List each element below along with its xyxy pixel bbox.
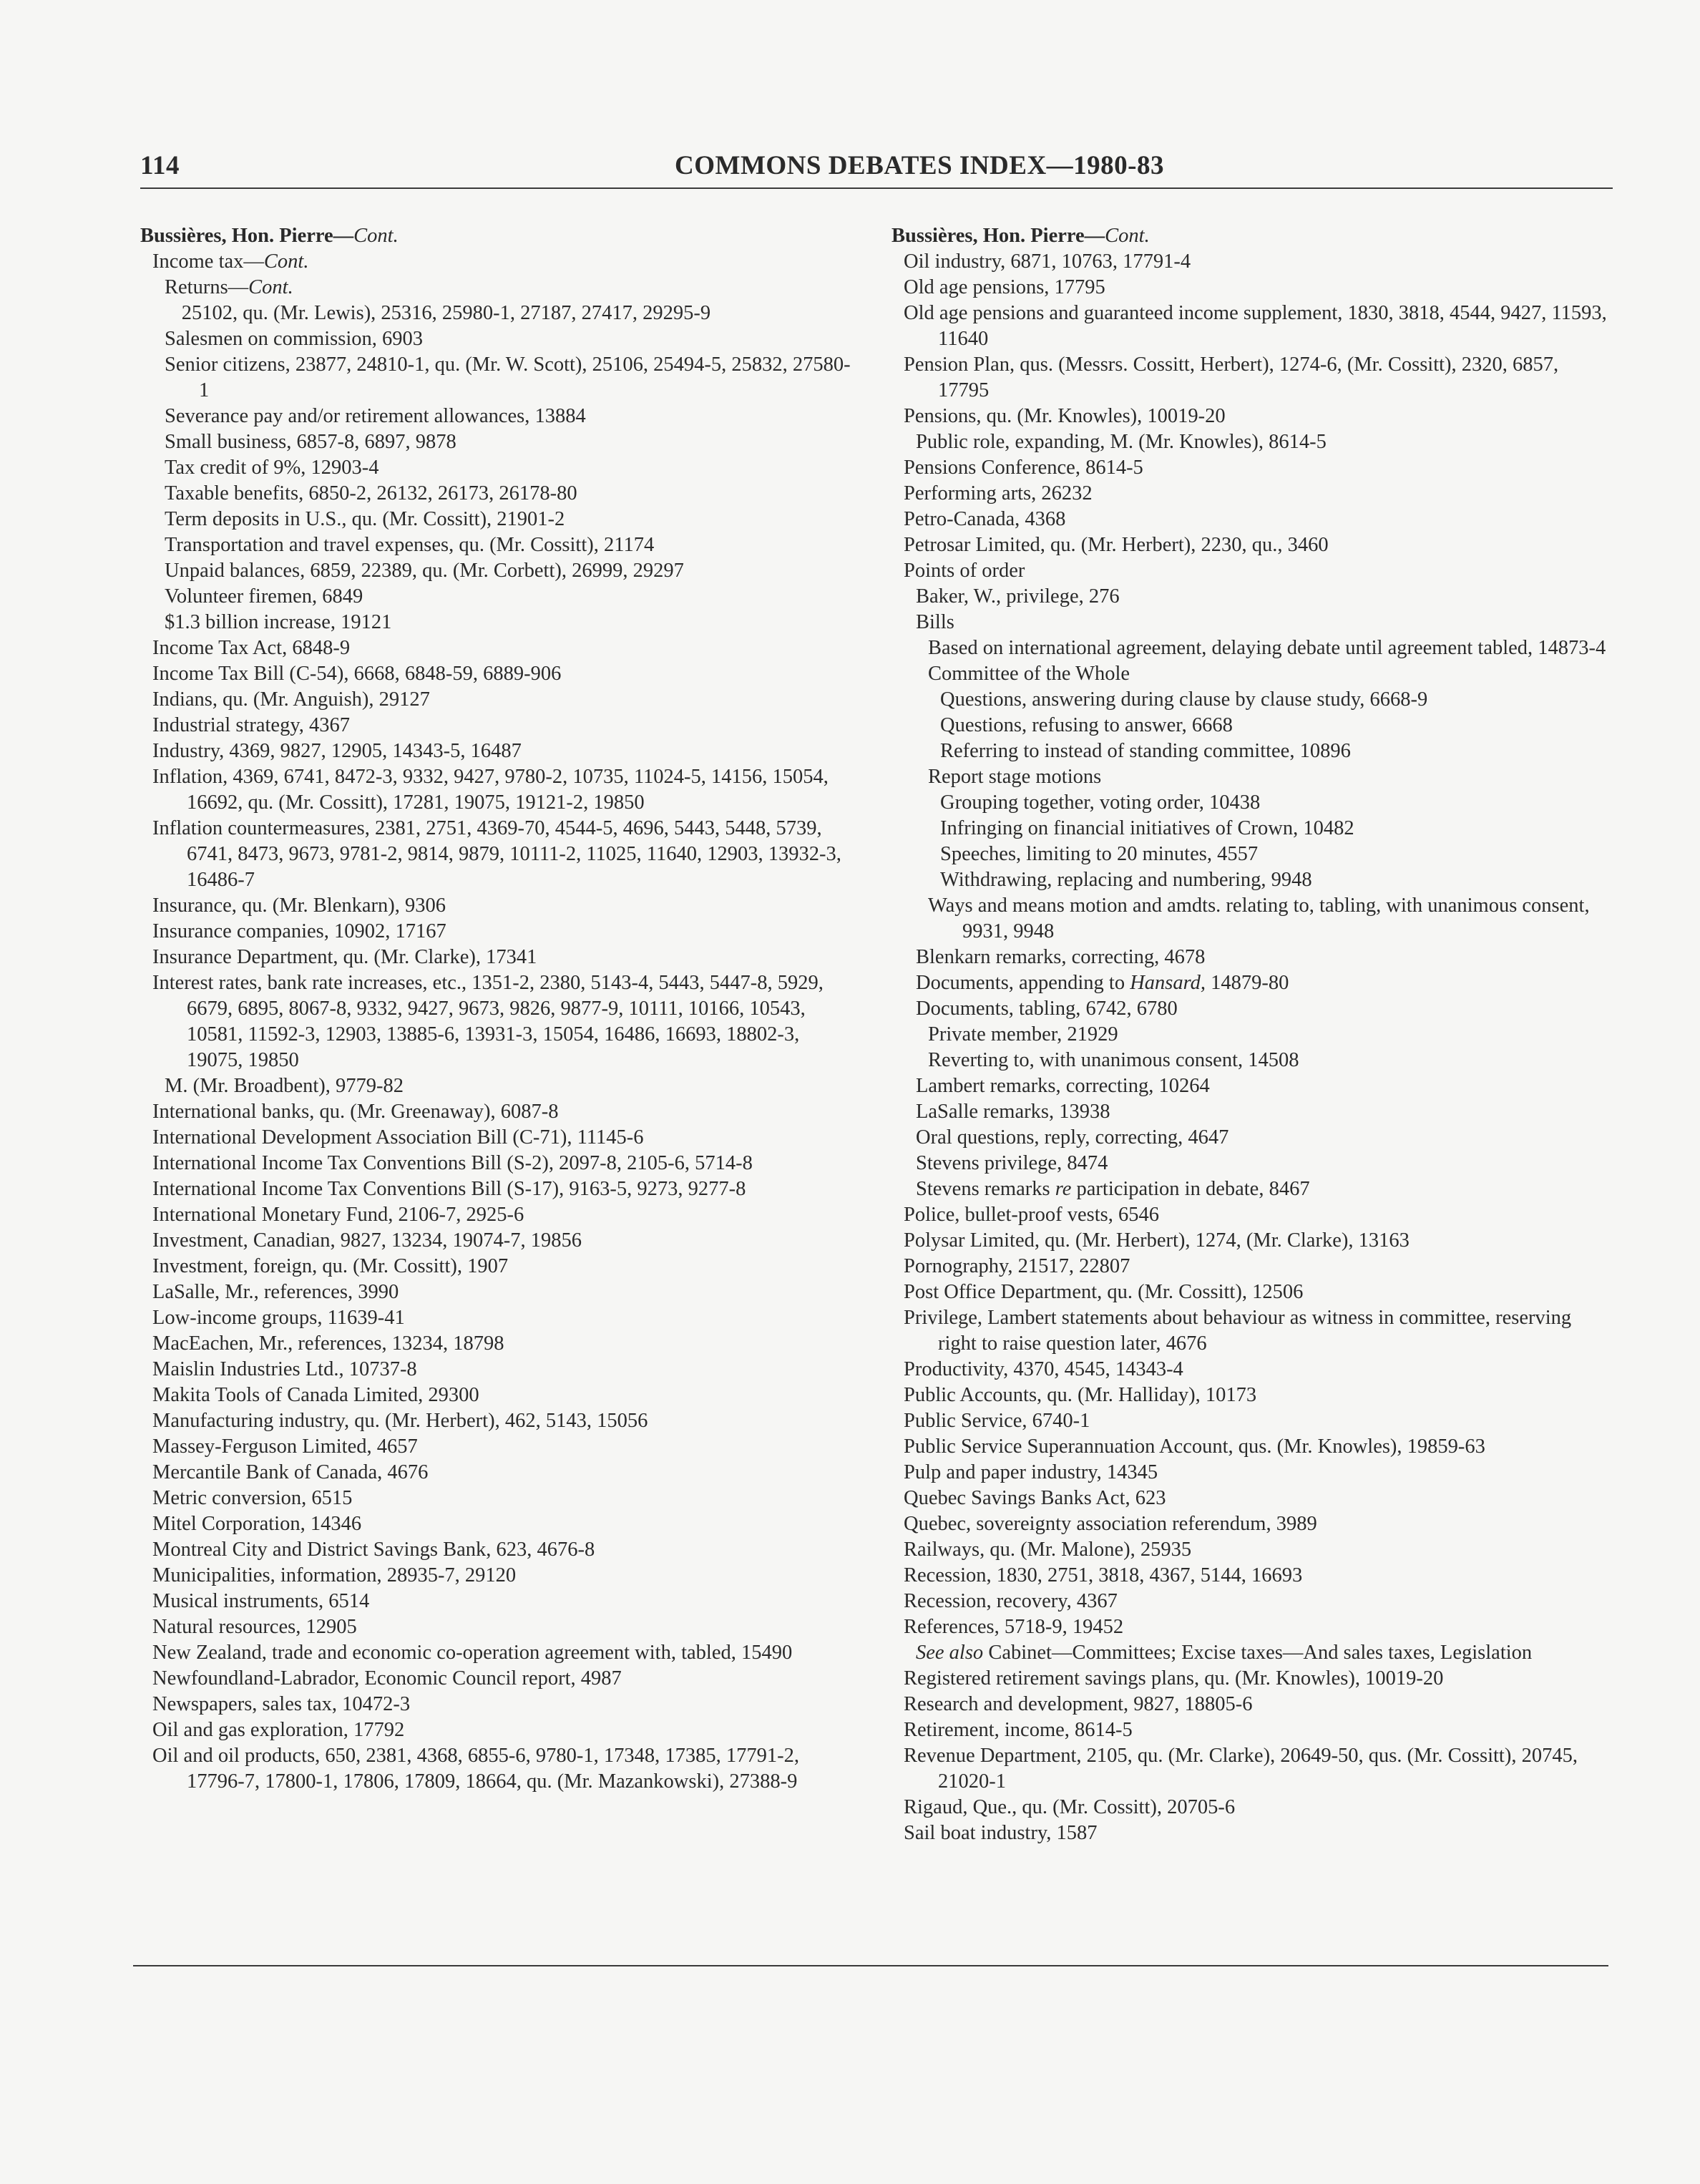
- entry-text: Points of order: [904, 560, 1025, 582]
- entry-text: M. (Mr. Broadbent), 9779-82: [165, 1075, 404, 1097]
- entry-text: Massey-Ferguson Limited, 4657: [152, 1435, 418, 1458]
- entry-text: Petro-Canada, 4368: [904, 508, 1066, 530]
- index-entry: [891, 352, 1614, 404]
- index-entry: [891, 1022, 1614, 1048]
- index-entry: [891, 1614, 1614, 1640]
- entry-text: Bills: [916, 611, 954, 633]
- entry-text: Stevens remarks: [916, 1178, 1055, 1200]
- entry-text: Pension Plan, qus. (Messrs. Cossitt, Herbert), 1274-6, (Mr. Cossitt), 2320, 6857, 17795: [904, 354, 1559, 401]
- entry-text: Insurance companies, 10902, 17167: [152, 920, 446, 942]
- entry-text: Transportation and travel expenses, qu. (Mr. Cossitt), 21174: [165, 534, 655, 556]
- entry-text: Mercantile Bank of Canada, 4676: [152, 1461, 429, 1483]
- index-entry: [891, 1073, 1614, 1099]
- index-entry: [891, 893, 1614, 945]
- entry-text: Pensions, qu. (Mr. Knowles), 10019-20: [904, 405, 1226, 427]
- index-entry: [140, 1357, 856, 1383]
- entry-italic: Cont.: [263, 250, 309, 273]
- entry-text: Registered retirement savings plans, qu. (Mr. Knowles), 10019-20: [904, 1667, 1444, 1690]
- index-entry: [140, 1279, 856, 1305]
- index-entry: [140, 970, 856, 1073]
- index-entry: [140, 532, 856, 558]
- entry-italic: re: [1055, 1178, 1072, 1200]
- entry-text: Public role, expanding, M. (Mr. Knowles), 8614-5: [916, 431, 1327, 453]
- index-entry: [891, 1460, 1614, 1486]
- index-entry: [891, 404, 1614, 429]
- entry-text: Infringing on financial initiatives of Crown, 10482: [940, 817, 1354, 839]
- entry-text: Musical instruments, 6514: [152, 1590, 370, 1612]
- index-entry: [140, 1589, 856, 1614]
- index-entry: [891, 1589, 1614, 1614]
- index-entry: [891, 945, 1614, 970]
- entry-text: Unpaid balances, 6859, 22389, qu. (Mr. Corbett), 26999, 29297: [165, 560, 684, 582]
- index-entry: [140, 1614, 856, 1640]
- index-entry: [891, 1048, 1614, 1073]
- index-entry: [140, 1202, 856, 1228]
- index-entry: [140, 1717, 856, 1743]
- entry-text: Speeches, limiting to 20 minutes, 4557: [940, 843, 1259, 865]
- index-entry: [140, 429, 856, 455]
- index-entry: [891, 1717, 1614, 1743]
- index-entry: [140, 1666, 856, 1692]
- index-entry: [891, 1692, 1614, 1717]
- index-entry: [891, 1408, 1614, 1434]
- running-title: COMMONS DEBATES INDEX—1980-83: [675, 151, 1164, 180]
- entry-text: Based on international agreement, delaying debate until agreement tabled, 14873-4: [928, 637, 1606, 659]
- entry-text: Police, bullet-proof vests, 6546: [904, 1204, 1159, 1226]
- index-entry: [140, 507, 856, 532]
- index-entry: [891, 1563, 1614, 1589]
- entry-text: Taxable benefits, 6850-2, 26132, 26173, 26178-80: [165, 482, 577, 504]
- entry-text: Railways, qu. (Mr. Malone), 25935: [904, 1539, 1192, 1561]
- index-entry: [140, 404, 856, 429]
- entry-text: Quebec Savings Banks Act, 623: [904, 1487, 1166, 1509]
- entry-text: Oil industry, 6871, 10763, 17791-4: [904, 250, 1191, 273]
- index-entry: [891, 1537, 1614, 1563]
- entry-text: Newspapers, sales tax, 10472-3: [152, 1693, 411, 1715]
- index-entry: [140, 764, 856, 816]
- entry-text: Income tax—: [152, 250, 264, 273]
- index-entry: [140, 661, 856, 687]
- entry-text: Public Accounts, qu. (Mr. Halliday), 10173: [904, 1384, 1257, 1406]
- entry-text: Interest rates, bank rate increases, etc., 1351-2, 2380, 5143-4, 5443, 5447-8, 5929, 6679, 6895, 8067-8, 9332, 9427, 9673, 9826, 9877-9, 10111, 10166, 10543, 10581, 11592-3, 12903, 13885-6, 13931-3, 15054, 16486, 16693, 18802-3, 19075, 19850: [152, 972, 824, 1071]
- index-entry: [891, 584, 1614, 610]
- index-entry: [891, 1666, 1614, 1692]
- entry-text: Returns—: [165, 276, 249, 298]
- entry-text: Newfoundland-Labrador, Economic Council report, 4987: [152, 1667, 622, 1690]
- index-entry: [891, 558, 1614, 584]
- entry-text: Industrial strategy, 4367: [152, 714, 350, 736]
- index-entry: [140, 326, 856, 352]
- index-entry: [140, 1383, 856, 1408]
- entry-italic: Cont.: [353, 225, 399, 247]
- index-entry: [140, 455, 856, 481]
- entry-text: References, 5718-9, 19452: [904, 1616, 1124, 1638]
- index-entry: [891, 970, 1614, 996]
- index-entry: [891, 1743, 1614, 1795]
- index-entry: [891, 1228, 1614, 1254]
- entry-text: Sail boat industry, 1587: [904, 1822, 1098, 1844]
- index-entry: [891, 1125, 1614, 1151]
- entry-text: Privilege, Lambert statements about behaviour as witness in committee, reserving right to raise question later, 4676: [904, 1307, 1572, 1355]
- entry-text: Productivity, 4370, 4545, 14343-4: [904, 1358, 1183, 1380]
- index-entry: [140, 1073, 856, 1099]
- entry-text: Manufacturing industry, qu. (Mr. Herbert), 462, 5143, 15056: [152, 1410, 648, 1432]
- index-entry: [140, 1434, 856, 1460]
- entry-text: Polysar Limited, qu. (Mr. Herbert), 1274, (Mr. Clarke), 13163: [904, 1229, 1410, 1252]
- index-entry: [891, 816, 1614, 842]
- page-number: 114: [140, 151, 180, 180]
- entry-text: Term deposits in U.S., qu. (Mr. Cossitt), 21901-2: [165, 508, 565, 530]
- entry-text: Pornography, 21517, 22807: [904, 1255, 1130, 1277]
- index-entry: [891, 610, 1614, 635]
- index-entry: [140, 1743, 856, 1795]
- index-entry: [140, 275, 856, 301]
- index-entry: [140, 738, 856, 764]
- index-entry: [140, 1460, 856, 1486]
- entry-text: Petrosar Limited, qu. (Mr. Herbert), 2230, qu., 3460: [904, 534, 1329, 556]
- entry-text: Salesmen on commission, 6903: [165, 328, 423, 350]
- entry-text: Quebec, sovereignty association referendum, 3989: [904, 1513, 1317, 1535]
- index-entry: [140, 1099, 856, 1125]
- index-entry: [891, 1202, 1614, 1228]
- index-entry: [140, 1176, 856, 1202]
- index-entry: [140, 713, 856, 738]
- index-entry: [140, 687, 856, 713]
- entry-text: Income Tax Act, 6848-9: [152, 637, 351, 659]
- index-entry: [891, 1820, 1614, 1846]
- entry-text-after: participation in debate, 8467: [1071, 1178, 1310, 1200]
- index-entry: [891, 301, 1614, 352]
- entry-text: Referring to instead of standing committee, 10896: [940, 740, 1351, 762]
- entry-text: Indians, qu. (Mr. Anguish), 29127: [152, 688, 430, 711]
- index-entry: [140, 635, 856, 661]
- index-entry: [891, 687, 1614, 713]
- entry-text: Ways and means motion and amdts. relating to, tabling, with unanimous consent, 9931, 9948: [928, 894, 1590, 942]
- index-entry: [891, 790, 1614, 816]
- index-entry: [891, 275, 1614, 301]
- entry-text: Reverting to, with unanimous consent, 14508: [928, 1049, 1299, 1071]
- index-entry: [140, 481, 856, 507]
- index-heading: [140, 223, 856, 249]
- index-entry: [891, 713, 1614, 738]
- entry-text: Public Service Superannuation Account, qus. (Mr. Knowles), 19859-63: [904, 1435, 1485, 1458]
- entry-text: Inflation, 4369, 6741, 8472-3, 9332, 9427, 9780-2, 10735, 11024-5, 14156, 15054, 16692, qu. (Mr. Cossitt), 17281, 19075, 19121-2, 19850: [152, 766, 829, 814]
- index-entry: [891, 738, 1614, 764]
- index-entry: [891, 996, 1614, 1022]
- entry-text: Pensions Conference, 8614-5: [904, 457, 1143, 479]
- index-entry: [140, 249, 856, 275]
- entry-text: Income Tax Bill (C-54), 6668, 6848-59, 6889-906: [152, 663, 562, 685]
- entry-text: Blenkarn remarks, correcting, 4678: [916, 946, 1206, 968]
- entry-text: Recession, 1830, 2751, 3818, 4367, 5144, 16693: [904, 1564, 1303, 1586]
- index-entry: [140, 1331, 856, 1357]
- entry-text: Private member, 21929: [928, 1023, 1118, 1045]
- entry-text: Performing arts, 26232: [904, 482, 1093, 504]
- index-entry: [140, 1563, 856, 1589]
- entry-text: Stevens privilege, 8474: [916, 1152, 1108, 1174]
- index-entry: [140, 584, 856, 610]
- entry-text: International Development Association Bill (C-71), 11145-6: [152, 1126, 644, 1149]
- entry-text: Old age pensions and guaranteed income supplement, 1830, 3818, 4544, 9427, 11593, 11640: [904, 302, 1607, 350]
- index-entry: [140, 1537, 856, 1563]
- entry-italic: Cont.: [248, 276, 293, 298]
- index-entry: [891, 1279, 1614, 1305]
- entry-italic: Cont.: [1105, 225, 1150, 247]
- entry-text: Insurance, qu. (Mr. Blenkarn), 9306: [152, 894, 446, 917]
- index-entry: [140, 352, 856, 404]
- index-entry: [891, 455, 1614, 481]
- entry-text: Documents, appending to: [916, 972, 1130, 994]
- index-entry: [140, 301, 856, 326]
- index-entry: [140, 1408, 856, 1434]
- entry-text: Natural resources, 12905: [152, 1616, 357, 1638]
- index-entry: [891, 1151, 1614, 1176]
- index-entry: [891, 249, 1614, 275]
- index-column-left: [140, 223, 856, 1795]
- index-entry: [891, 842, 1614, 867]
- entry-text-after: Cabinet—Committees; Excise taxes—And sales taxes, Legislation: [983, 1642, 1533, 1664]
- index-entry: [891, 1511, 1614, 1537]
- index-entry: [140, 816, 856, 893]
- entry-text: Questions, refusing to answer, 6668: [940, 714, 1233, 736]
- entry-text: Mitel Corporation, 14346: [152, 1513, 362, 1535]
- entry-text: Investment, Canadian, 9827, 13234, 19074-7, 19856: [152, 1229, 582, 1252]
- entry-text: New Zealand, trade and economic co-operation agreement with, tabled, 15490: [152, 1642, 793, 1664]
- entry-text-after: 14879-80: [1206, 972, 1289, 994]
- footer-rule: [133, 1965, 1608, 1966]
- entry-text: Retirement, income, 8614-5: [904, 1719, 1133, 1741]
- entry-text: 25102, qu. (Mr. Lewis), 25316, 25980-1, 27187, 27417, 29295-9: [181, 302, 711, 324]
- entry-text: $1.3 billion increase, 19121: [165, 611, 392, 633]
- entry-text: Revenue Department, 2105, qu. (Mr. Clarke), 20649-50, qus. (Mr. Cossitt), 20745, 21020-1: [904, 1745, 1578, 1793]
- entry-text: Small business, 6857-8, 6897, 9878: [165, 431, 456, 453]
- index-entry: [140, 919, 856, 945]
- entry-text: Senior citizens, 23877, 24810-1, qu. (Mr. W. Scott), 25106, 25494-5, 25832, 27580-1: [165, 354, 851, 401]
- entry-text: International Income Tax Conventions Bill (S-17), 9163-5, 9273, 9277-8: [152, 1178, 746, 1200]
- entry-text: LaSalle remarks, 13938: [916, 1101, 1110, 1123]
- entry-text: Oil and oil products, 650, 2381, 4368, 6855-6, 9780-1, 17348, 17385, 17791-2, 17796-7, 17800-1, 17806, 17809, 18664, qu. (Mr. Mazankowski), 27388-9: [152, 1745, 800, 1793]
- entry-text: Grouping together, voting order, 10438: [940, 791, 1261, 814]
- index-entry: [140, 1305, 856, 1331]
- entry-text: Research and development, 9827, 18805-6: [904, 1693, 1253, 1715]
- index-entry: [891, 1383, 1614, 1408]
- index-entry: [891, 1795, 1614, 1820]
- index-entry: [891, 1305, 1614, 1357]
- index-entry: [891, 661, 1614, 687]
- index-entry: [891, 635, 1614, 661]
- entry-text: Pulp and paper industry, 14345: [904, 1461, 1158, 1483]
- index-entry: [140, 1511, 856, 1537]
- index-column-right: [891, 223, 1614, 1846]
- entry-text: MacEachen, Mr., references, 13234, 18798: [152, 1332, 504, 1355]
- entry-text: Public Service, 6740-1: [904, 1410, 1090, 1432]
- index-entry: [891, 532, 1614, 558]
- entry-text: Recession, recovery, 4367: [904, 1590, 1118, 1612]
- index-entry: [140, 610, 856, 635]
- index-entry: [140, 1640, 856, 1666]
- entry-text: Post Office Department, qu. (Mr. Cossitt), 12506: [904, 1281, 1304, 1303]
- entry-text: Metric conversion, 6515: [152, 1487, 353, 1509]
- entry-text: Insurance Department, qu. (Mr. Clarke), 17341: [152, 946, 537, 968]
- entry-text: Baker, W., privilege, 276: [916, 585, 1120, 608]
- entry-text: International banks, qu. (Mr. Greenaway), 6087-8: [152, 1101, 559, 1123]
- index-entry: [140, 1125, 856, 1151]
- index-entry: [140, 893, 856, 919]
- entry-text: Inflation countermeasures, 2381, 2751, 4369-70, 4544-5, 4696, 5443, 5448, 5739, 6741, 8473, 9673, 9781-2, 9814, 9879, 10111-2, 11025, 11640, 12903, 13932-3, 16486-7: [152, 817, 841, 891]
- index-entry: [891, 507, 1614, 532]
- index-entry: [140, 558, 856, 584]
- index-heading: [891, 223, 1614, 249]
- index-entry: [891, 1099, 1614, 1125]
- index-entry: [891, 1176, 1614, 1202]
- entry-text: Bussières, Hon. Pierre—: [140, 225, 354, 247]
- index-entry: [140, 1486, 856, 1511]
- entry-text: Bussières, Hon. Pierre—: [891, 225, 1105, 247]
- entry-text: Oral questions, reply, correcting, 4647: [916, 1126, 1229, 1149]
- index-entry: [891, 1254, 1614, 1279]
- entry-text: Municipalities, information, 28935-7, 29120: [152, 1564, 517, 1586]
- index-entry: [891, 429, 1614, 455]
- entry-text: Low-income groups, 11639-41: [152, 1307, 405, 1329]
- index-entry: [891, 481, 1614, 507]
- index-entry: [140, 945, 856, 970]
- index-entry: [891, 1640, 1614, 1666]
- index-entry: [140, 1254, 856, 1279]
- entry-text: Questions, answering during clause by clause study, 6668-9: [940, 688, 1428, 711]
- entry-text: Withdrawing, replacing and numbering, 9948: [940, 869, 1312, 891]
- entry-text: LaSalle, Mr., references, 3990: [152, 1281, 399, 1303]
- entry-text: Committee of the Whole: [928, 663, 1130, 685]
- index-entry: [891, 1486, 1614, 1511]
- entry-text: Documents, tabling, 6742, 6780: [916, 998, 1178, 1020]
- index-entry: [140, 1151, 856, 1176]
- entry-text: Oil and gas exploration, 17792: [152, 1719, 405, 1741]
- index-entry: [891, 764, 1614, 790]
- entry-text: Maislin Industries Ltd., 10737-8: [152, 1358, 417, 1380]
- entry-text: Old age pensions, 17795: [904, 276, 1105, 298]
- entry-text: International Monetary Fund, 2106-7, 2925-6: [152, 1204, 524, 1226]
- page-header: [140, 147, 1613, 189]
- entry-text: Montreal City and District Savings Bank, 623, 4676-8: [152, 1539, 595, 1561]
- index-entry: [891, 867, 1614, 893]
- entry-text: Severance pay and/or retirement allowances, 13884: [165, 405, 586, 427]
- entry-text: International Income Tax Conventions Bill (S-2), 2097-8, 2105-6, 5714-8: [152, 1152, 753, 1174]
- entry-text: Rigaud, Que., qu. (Mr. Cossitt), 20705-6: [904, 1796, 1236, 1818]
- entry-text: Investment, foreign, qu. (Mr. Cossitt), 1907: [152, 1255, 509, 1277]
- entry-text: Report stage motions: [928, 766, 1102, 788]
- entry-italic: See also: [916, 1642, 984, 1664]
- entry-text: Lambert remarks, correcting, 10264: [916, 1075, 1210, 1097]
- index-entry: [891, 1357, 1614, 1383]
- index-entry: [140, 1228, 856, 1254]
- entry-text: Industry, 4369, 9827, 12905, 14343-5, 16487: [152, 740, 522, 762]
- entry-text: Tax credit of 9%, 12903-4: [165, 457, 379, 479]
- entry-text: Volunteer firemen, 6849: [165, 585, 363, 608]
- entry-italic: Hansard,: [1130, 972, 1206, 994]
- entry-text: Makita Tools of Canada Limited, 29300: [152, 1384, 479, 1406]
- index-entry: [140, 1692, 856, 1717]
- index-entry: [891, 1434, 1614, 1460]
